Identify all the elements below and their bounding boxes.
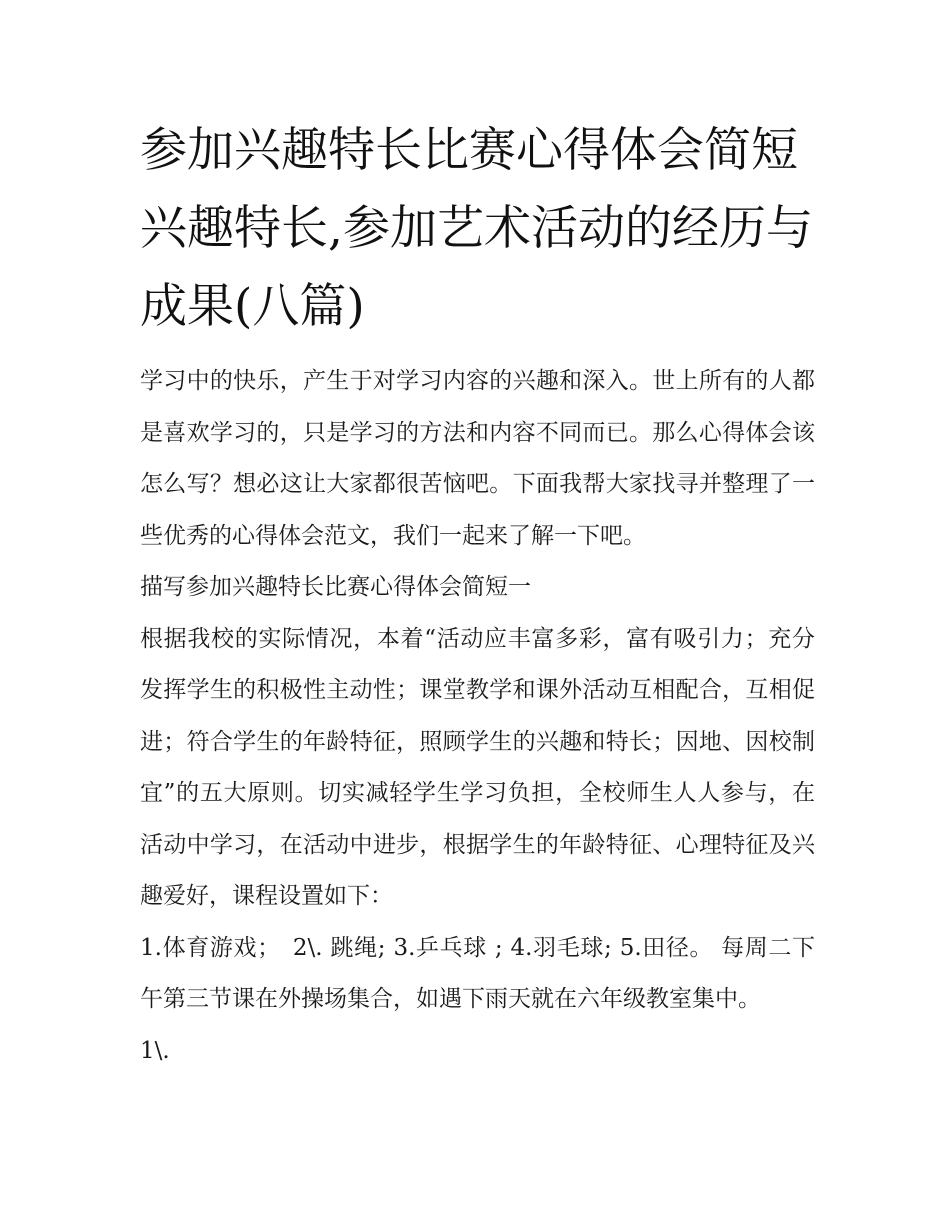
document-page [140,112,815,1077]
list-item-start: 1\. [140,1037,170,1064]
document-title: 参加兴趣特长比赛心得体会简短 兴趣特长,参加艺术活动的经历与成果(八篇) [140,123,813,334]
section-heading: 描写参加兴趣特长比赛心得体会简短一 [140,574,531,600]
document-body [140,356,815,1077]
course-list-paragraph: 1.体育游戏； 2\. 跳绳; 3.乒乓球 ; 4.羽毛球; 5.田径。 每周二下午第三节课在外操场集合，如遇下雨天就在六年级教室集中。 [140,934,815,1012]
body-paragraph: 根据我校的实际情况，本着“活动应丰富多彩，富有吸引力；充分发挥学生的积极性主动性；课堂教学和课外活动互相配合，互相促进；符合学生的年龄特征，照顾学生的兴趣和特长；因地、因校制宜”的五大原则。切实减轻学生学习负担，全校师生人人参与，在活动中学习，在活动中进步，根据学生的年龄特征、心理特征及兴趣爱好，课程设置如下： [140,625,815,909]
intro-paragraph: 学习中的快乐，产生于对学习内容的兴趣和深入。世上所有的人都是喜欢学习的，只是学习的方法和内容不同而已。那么心得体会该怎么写？想必这让大家都很苦恼吧。下面我帮大家找寻并整理了一些优秀的心得体会范文，我们一起来了解一下吧。 [140,368,815,549]
